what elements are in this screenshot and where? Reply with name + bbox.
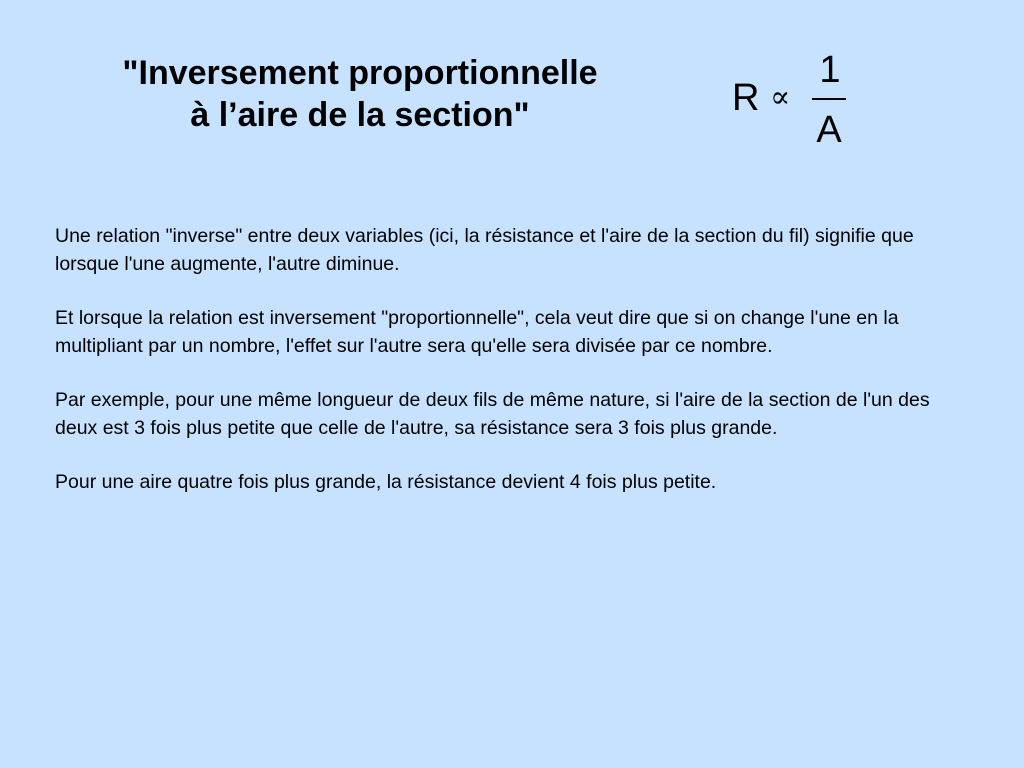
slide-body: [55, 222, 970, 522]
fraction-bar: [812, 98, 846, 100]
paragraph-inverse-proportional: Et lorsque la relation est inversement "proportionnelle", cela veut dire que si on change l'une en la multipliant par un nombre, l'effet sur l'autre sera qu'elle sera divisée par ce nombre.: [55, 307, 899, 357]
slide-title-line-1: "Inversement proportionnelle: [122, 54, 598, 92]
formula-denominator: A: [816, 109, 842, 151]
slide-title: [60, 52, 660, 136]
proportionality-formula: [732, 50, 862, 160]
formula-resistance-symbol: R: [732, 77, 760, 119]
paragraph-example: Par exemple, pour une même longueur de deux fils de même nature, si l'aire de la section de l'un des deux est 3 fois plus petite que celle de l'autre, sa résistance sera 3 fois plus grande.: [55, 389, 930, 439]
formula-numerator: 1: [819, 49, 841, 91]
paragraph-inverse-relation: Une relation "inverse" entre deux variables (ici, la résistance et l'aire de la section du fil) signifie que lorsque l'une augmente, l'autre diminue.: [55, 225, 914, 275]
slide-title-line-2: à l’aire de la section": [190, 96, 530, 134]
proportional-to-symbol: ∝: [770, 80, 791, 115]
paragraph-four-times: Pour une aire quatre fois plus grande, la résistance devient 4 fois plus petite.: [55, 471, 717, 493]
